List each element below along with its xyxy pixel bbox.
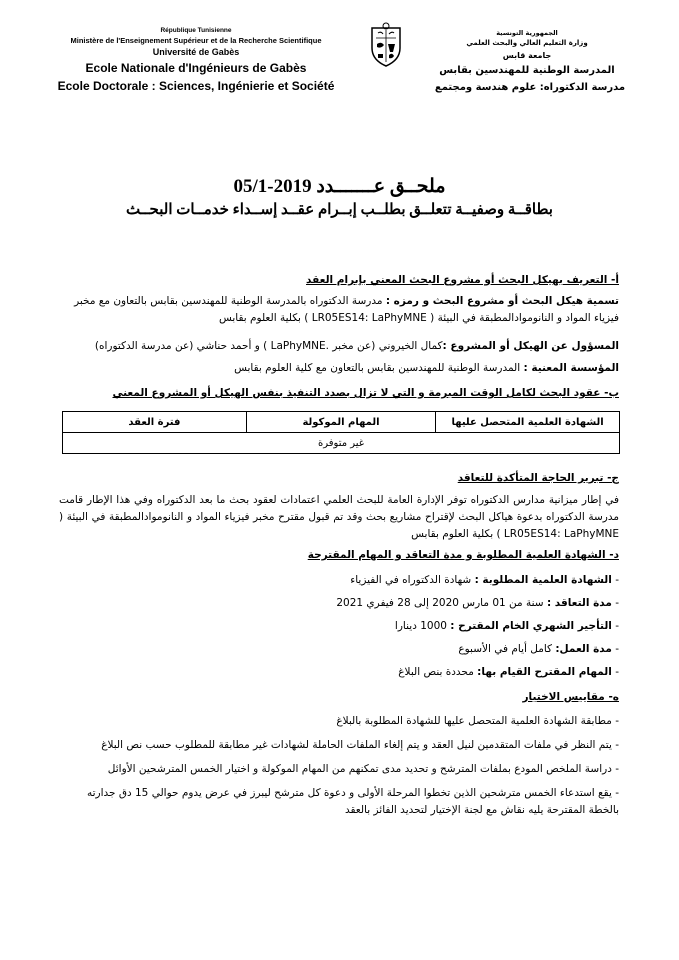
structure-text: مدرسة الدكتوراه بالمدرسة الوطنية للمهندسين بقابس بالتعاون مع مخبر فيزياء المواد و النانوموادالمطبقة في البيئة ( LR05ES14: LaPhyMNE ) بكلية العلوم بقابس [74,295,619,324]
list-item: - مطابقة الشهادة العلمية المتحصل عليها للشهادة المطلوبة بالبلاغ [336,715,619,727]
header-ministry-fr: Ministère de l'Enseignement Supérieur et de la Recherche Scientifique [70,36,322,45]
list-item: - الشهادة العلمية المطلوبة : شهادة الدكتوراه في الفيزياء [350,574,619,586]
list-item: - المهام المقترح القيام بها: محددة بنص البلاغ [398,666,619,678]
section-c-text: في إطار ميزانية مدارس الدكتوراه توفر الإدارة العامة للبحث العلمي اعتمادات لعقود بحث ما بعد الدكتوراه وفي هذا الإطار قامت مدرسة الدكتوراه بدعوة هياكل البحث لإقتراح مشاريع بحث وقد تم قبول مقترح مخبر فيزياء المواد و النانوموادالمطبقة في البيئة ( LR05ES14: LaPhyMNE ) بكلية العلوم بقابس [59,494,619,540]
header-doctoral-fr: Ecole Doctorale : Sciences, Ingénierie et Société [57,79,335,93]
institution-text: المدرسة الوطنية للمهندسين بقابس بالتعاون مع كلية العلوم بقابس [234,362,524,374]
column-header: فترة العقد [63,412,247,433]
item-value: 1000 دينارا [394,620,451,632]
header-university-ar: جامعة قابس [502,51,552,60]
column-header: الشهادة العلمية المتحصل عليها [436,412,620,433]
list-item: - التأجير الشهري الخام المقترح : 1000 دينارا [394,620,619,632]
responsible-text: كمال الخيروني (عن مخبر .LaPhyMNE ) و أحمد حناشي (عن مدرسة الدكتوراه) [94,340,443,352]
header-school-fr: Ecole Nationale d'Ingénieurs de Gabès [85,61,307,75]
header-ministry-ar: وزارة التعليم العالي والبحث العلمي [466,39,588,47]
header-republic-fr: République Tunisienne [160,27,232,34]
section-e-heading: ه- مقاييس الاختيار [522,691,619,703]
header-french [48,26,344,95]
item-value: محددة بنص البلاغ [398,666,478,678]
header-doctoral-ar: مدرسة الدكتوراه: علوم هندسة ومجتمع [434,82,626,93]
list-item: - يتم النظر في ملفات المتقدمين لنيل العقد و يتم إلغاء الملفات الحاملة لشهادات غير مطابقة للمطلوب حسب نص البلاغ [101,739,619,751]
section-a-institution [59,360,619,377]
section-b-heading: ب- عقود البحث لكامل الوقت المبرمة و التي لا تزال بصدد التنفيذ بنفس الهيكل أو المشروع المعني [112,387,619,399]
list-item: - مدة التعاقد : سنة من 01 مارس 2020 إلى 28 فيفري 2021 [336,597,619,609]
item-label: الشهادة العلمية المطلوبة : [474,574,612,586]
section-d-heading: د- الشهادة العلمية المطلوبة و مدة التعاقد و المهام المقترحة [307,549,619,561]
document-title: ملحــق عـــــــدد 2019-05/1 [233,176,446,197]
header-republic-ar: الجمهورية التونسية [496,29,558,37]
document-subtitle: بطاقــة وصفيــة تتعلــق بطلــب إبــرام عقــد إســداء خدمــات البحــث [126,202,553,218]
section-a-responsible [59,338,619,355]
responsible-label: المسؤول عن الهيكل أو المشروع : [442,340,619,352]
list-item: - يقع استدعاء الخمس مترشحين الذين تخطوا المرحلة الأولى و دعوة كل مترشح ليبرز في عرض يدوم حوالي 15 دق جدارته بالخطة المقترحة يليه نقاش مع لجنة الإختيار لتحديد الفائز بالعقد [86,787,619,816]
section-a-structure [59,293,619,327]
header-university-fr: Université de Gabès [152,47,240,57]
item-label: المهام المقترح القيام بها: [477,666,612,678]
item-value: كامل أيام في الأسبوع [458,643,556,655]
item-label: التأجير الشهري الخام المقترح : [450,620,612,632]
structure-label: تسمية هيكل البحث أو مشروع البحث و رمزه : [385,295,619,307]
section-a-heading: أ- التعريف بهيكل البحث أو مشروع البحث المعني بإبرام العقد [306,274,619,286]
coat-of-arms-icon [366,22,406,68]
table-header-row [63,412,620,433]
header-school-ar: المدرسة الوطنية للمهندسين بقابس [439,65,615,76]
item-label: مدة العمل: [555,643,612,655]
item-label: مدة التعاقد : [546,597,612,609]
item-value: شهادة الدكتوراه في الفيزياء [350,574,475,586]
list-item: - مدة العمل: كامل أيام في الأسبوع [458,643,619,655]
empty-row-text: غير متوفرة [63,433,620,454]
institution-label: المؤسسة المعنية : [523,362,619,374]
column-header: المهام الموكولة [246,412,435,433]
table-row [63,433,620,454]
header-arabic [427,28,627,96]
item-value: سنة من 01 مارس 2020 إلى 28 فيفري 2021 [336,597,547,609]
contracts-table [62,411,620,454]
section-c-heading: ج- تبرير الحاجة المتأكدة للتعاقد [457,472,619,484]
list-item: - دراسة الملخص المودع بملفات المترشح و تحديد مدى تمكنهم من المهام الموكولة و اختيار الخمس المترشحين الأوائل [107,763,619,775]
